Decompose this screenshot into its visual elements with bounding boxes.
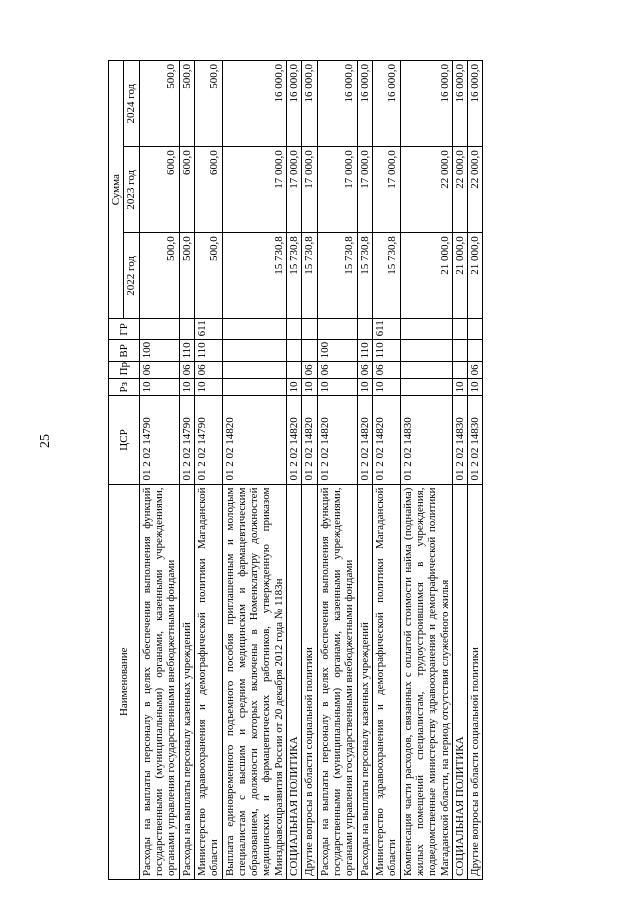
header-2024: 2024 год (124, 61, 139, 147)
cell-pr (452, 362, 467, 379)
header-vr: ВР (109, 340, 140, 362)
cell-2023: 17 000,0 (287, 147, 302, 233)
cell-2022: 15 730,8 (222, 233, 287, 319)
cell-gr (222, 319, 287, 340)
header-2023: 2023 год (124, 147, 139, 233)
table-row (222, 61, 287, 880)
cell-vr: 100 (139, 340, 179, 362)
cell-rz: 10 (179, 379, 194, 396)
cell-2022: 15 730,8 (317, 233, 357, 319)
table-row (357, 61, 372, 880)
cell-name: Расходы на выплаты персоналу казенных учреждений (179, 484, 194, 879)
cell-pr: 06 (372, 362, 400, 379)
cell-2022: 21 000,0 (468, 233, 483, 319)
cell-pr (400, 362, 452, 379)
cell-name: Другие вопросы в области социальной политики (302, 484, 317, 879)
table-body (139, 61, 483, 880)
cell-gr (468, 319, 483, 340)
cell-pr (287, 362, 302, 379)
cell-2023: 17 000,0 (357, 147, 372, 233)
cell-vr: 110 (357, 340, 372, 362)
cell-2023: 22 000,0 (468, 147, 483, 233)
cell-vr (468, 340, 483, 362)
cell-name: Министерство здравоохранения и демографической политики Магаданской области (194, 484, 222, 879)
cell-gr (400, 319, 452, 340)
cell-pr: 06 (139, 362, 179, 379)
table-row (179, 61, 194, 880)
cell-2023: 600,0 (139, 147, 179, 233)
page-number: 25 (38, 434, 53, 448)
cell-name: СОЦИАЛЬНАЯ ПОЛИТИКА (287, 484, 302, 879)
header-pr: Пр (109, 362, 140, 379)
header-csr: ЦСР (109, 396, 140, 484)
cell-gr (452, 319, 467, 340)
table-row (452, 61, 467, 880)
cell-gr (287, 319, 302, 340)
cell-name: Другие вопросы в области социальной политики (468, 484, 483, 879)
cell-rz: 10 (317, 379, 357, 396)
cell-name: Компенсация части расходов, связанных с оплатой стоимости найма (поднайма) жилых помещений специалистам, трудоустроившимся в учреждения, подведомственные министерству здравоохранения и демографической политики Магаданской области, на период отсутствия служебного жилья (400, 484, 452, 879)
cell-pr: 06 (302, 362, 317, 379)
cell-2024: 500,0 (179, 61, 194, 147)
cell-csr: 01 2 02 14830 (468, 396, 483, 484)
cell-rz: 10 (372, 379, 400, 396)
table-row (302, 61, 317, 880)
table-row (372, 61, 400, 880)
cell-gr (317, 319, 357, 340)
cell-rz (400, 379, 452, 396)
cell-name: Министерство здравоохранения и демографической политики Магаданской области (372, 484, 400, 879)
cell-csr: 01 2 02 14830 (400, 396, 452, 484)
cell-pr: 06 (468, 362, 483, 379)
cell-gr: 611 (194, 319, 222, 340)
cell-rz: 10 (452, 379, 467, 396)
cell-csr: 01 2 02 14820 (372, 396, 400, 484)
cell-2024: 500,0 (194, 61, 222, 147)
cell-csr: 01 2 02 14820 (287, 396, 302, 484)
cell-rz: 10 (357, 379, 372, 396)
cell-2023: 17 000,0 (317, 147, 357, 233)
cell-pr: 06 (194, 362, 222, 379)
cell-vr (287, 340, 302, 362)
cell-vr: 110 (179, 340, 194, 362)
budget-table (108, 60, 483, 880)
cell-pr: 06 (357, 362, 372, 379)
cell-csr: 01 2 02 14820 (222, 396, 287, 484)
cell-pr (222, 362, 287, 379)
cell-csr: 01 2 02 14820 (317, 396, 357, 484)
cell-pr: 06 (317, 362, 357, 379)
cell-2024: 16 000,0 (452, 61, 467, 147)
cell-csr: 01 2 02 14790 (139, 396, 179, 484)
cell-gr (357, 319, 372, 340)
cell-2023: 22 000,0 (400, 147, 452, 233)
cell-2023: 600,0 (194, 147, 222, 233)
cell-2024: 16 000,0 (357, 61, 372, 147)
rotated-table-wrapper (108, 60, 483, 880)
cell-2022: 21 000,0 (400, 233, 452, 319)
cell-name: Расходы на выплаты персоналу в целях обеспечения выполнения функций государственными (муниципальными) органами, казенными учреждениями, органами управления государственными внебюджетными фондами (317, 484, 357, 879)
cell-vr (452, 340, 467, 362)
cell-gr (139, 319, 179, 340)
table-row (287, 61, 302, 880)
cell-2023: 17 000,0 (302, 147, 317, 233)
cell-2024: 16 000,0 (317, 61, 357, 147)
cell-2023: 17 000,0 (372, 147, 400, 233)
cell-vr: 100 (317, 340, 357, 362)
cell-2022: 15 730,8 (287, 233, 302, 319)
cell-csr: 01 2 02 14830 (452, 396, 467, 484)
header-gr: ГР (109, 319, 140, 340)
cell-2022: 15 730,8 (372, 233, 400, 319)
cell-pr: 06 (179, 362, 194, 379)
cell-2024: 16 000,0 (287, 61, 302, 147)
table-row (400, 61, 452, 880)
cell-2023: 17 000,0 (222, 147, 287, 233)
table-row (317, 61, 357, 880)
cell-2024: 16 000,0 (372, 61, 400, 147)
table-row (194, 61, 222, 880)
cell-2023: 22 000,0 (452, 147, 467, 233)
cell-vr (400, 340, 452, 362)
cell-gr: 611 (372, 319, 400, 340)
cell-name: СОЦИАЛЬНАЯ ПОЛИТИКА (452, 484, 467, 879)
header-row (109, 61, 124, 880)
cell-2022: 500,0 (194, 233, 222, 319)
cell-2022: 15 730,8 (302, 233, 317, 319)
cell-vr: 110 (194, 340, 222, 362)
cell-csr: 01 2 02 14820 (302, 396, 317, 484)
cell-rz (222, 379, 287, 396)
header-2022: 2022 год (124, 233, 139, 319)
cell-2024: 16 000,0 (222, 61, 287, 147)
cell-gr (179, 319, 194, 340)
cell-csr: 01 2 02 14820 (357, 396, 372, 484)
cell-2023: 600,0 (179, 147, 194, 233)
cell-2022: 500,0 (179, 233, 194, 319)
cell-2022: 500,0 (139, 233, 179, 319)
cell-vr: 110 (372, 340, 400, 362)
cell-2022: 21 000,0 (452, 233, 467, 319)
cell-rz: 10 (139, 379, 179, 396)
cell-2024: 16 000,0 (400, 61, 452, 147)
cell-name: Расходы на выплаты персоналу казенных учреждений (357, 484, 372, 879)
cell-rz: 10 (302, 379, 317, 396)
cell-gr (302, 319, 317, 340)
cell-rz: 10 (287, 379, 302, 396)
cell-rz: 10 (194, 379, 222, 396)
table-row (139, 61, 179, 880)
header-rz: Рз (109, 379, 140, 396)
cell-vr (222, 340, 287, 362)
cell-name: Расходы на выплаты персоналу в целях обеспечения выполнения функций государственными (муниципальными) органами, казенными учреждениями, органами управления государственными внебюджетными фондами (139, 484, 179, 879)
header-name: Наименование (109, 484, 140, 879)
cell-2024: 16 000,0 (468, 61, 483, 147)
cell-2022: 15 730,8 (357, 233, 372, 319)
table-row (468, 61, 483, 880)
cell-rz: 10 (468, 379, 483, 396)
cell-2024: 500,0 (139, 61, 179, 147)
cell-vr (302, 340, 317, 362)
cell-2024: 16 000,0 (302, 61, 317, 147)
header-sum: Сумма (109, 61, 124, 319)
cell-csr: 01 2 02 14790 (179, 396, 194, 484)
cell-csr: 01 2 02 14790 (194, 396, 222, 484)
cell-name: Выплата единовременного подъемного пособия приглашенным и молодым специалистам с высшим и средним медицинским и фармацевтическим образованием, должности которых включены в Номенклатуру должностей медицинских и фармацевтических работников, утвержденную приказом Минздравсоцразвития России от 20 декабря 2012 года № 1183н (222, 484, 287, 879)
